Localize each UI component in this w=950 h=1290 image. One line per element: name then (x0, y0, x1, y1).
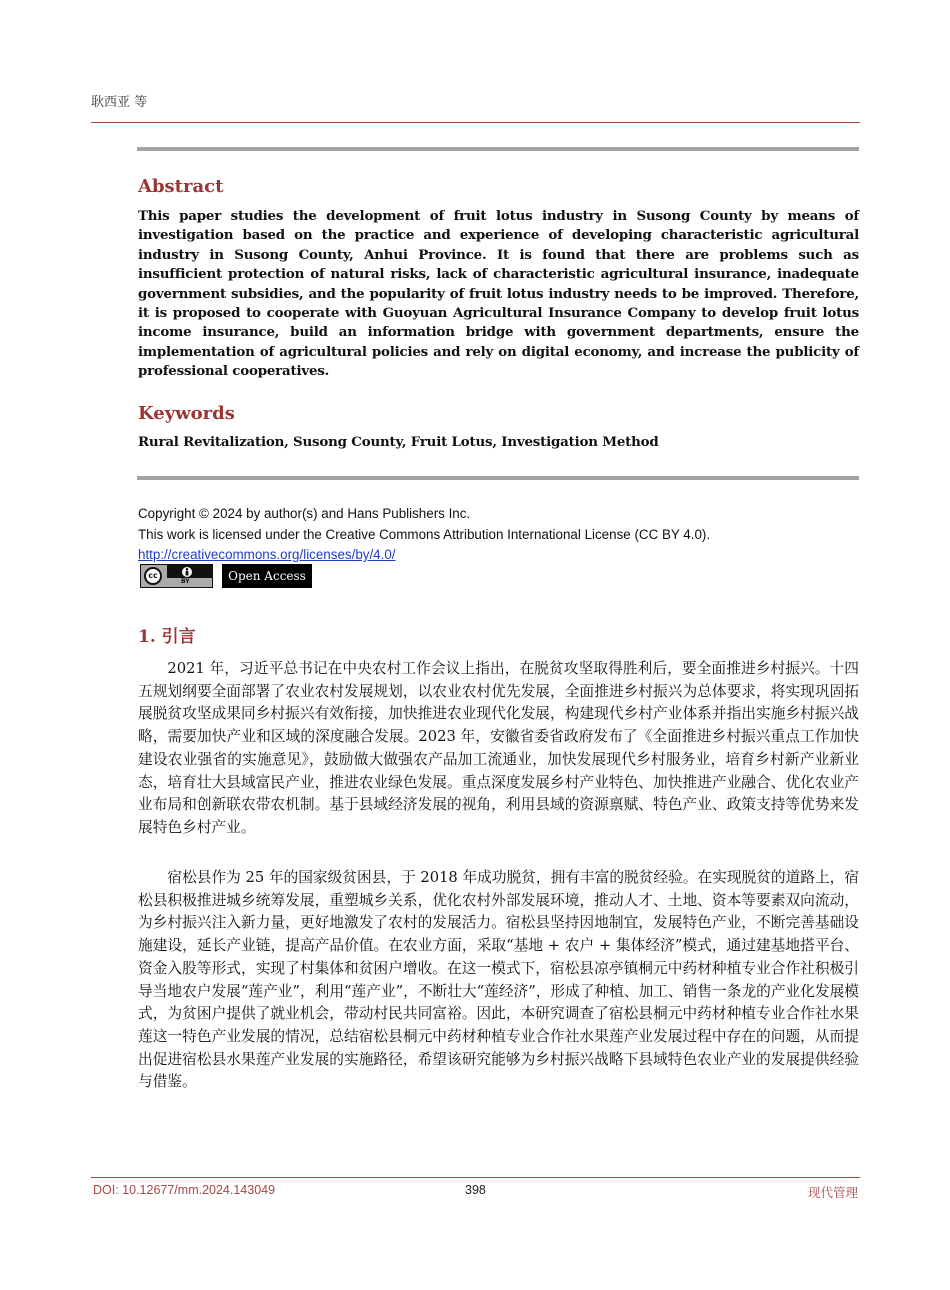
journal-name: 现代管理 (807, 1185, 858, 1200)
license-link[interactable]: http://creativecommons.org/licenses/by/4.0/ (138, 547, 396, 562)
running-header-authors: 耿西亚 等 (91, 95, 148, 110)
cc-icon: cc (144, 567, 162, 585)
abstract-box-top-rule (137, 147, 859, 151)
section-heading: 1. 引言 (138, 627, 196, 647)
cc-by-badge[interactable] (140, 564, 213, 588)
person-icon (182, 567, 192, 577)
copyright-line: Copyright © 2024 by author(s) and Hans Publishers Inc. (138, 506, 471, 521)
license-badges (140, 564, 312, 588)
abstract-title: Abstract (138, 176, 224, 197)
body-paragraph: 2021 年，习近平总书记在中央农村工作会议上指出，在脱贫攻坚取得胜利后，要全面推进乡村振兴。十四五规划纲要全面部署了农业农村发展规划，以农业农村优先发展，全面推进乡村振兴为总体要求，将实现巩固拓展脱贫攻坚成果同乡村振兴有效衔接，加快推进农业现代化发展，构建现代乡村产业体系并指出实施乡村振兴战略，需要加快产业和区域的深度融合发展。2023 年，安徽省委省政府发布了《全面推进乡村振兴重点工作加快建设农业强省的实施意见》，鼓励做大做强农产品加工流通业，加快发展现代乡村服务业，培育乡村新产业新业态，培育壮大县域富民产业，推进农业绿色发展。重点深度发展乡村产业特色、加快推进产业融合、优化农业产业布局和创新联农带农机制。基于县域经济发展的视角，利用县域的资源禀赋、特色产业、政策支持等优势来发展特色乡村产业。 (138, 660, 859, 836)
abstract-text: This paper studies the development of fruit lotus industry in Susong County by means of investigation based on the practice and experience of developing characteristic agricultural industry in Susong County, Anhui Province. It is found that there are problems such as insufficient protection of natural risks, lack of characteristic agricultural insurance, inadequate government subsidies, and the popularity of fruit lotus industry needs to be improved. Therefore, it is proposed to cooperate with Guoyuan Agricultural Insurance Company to develop fruit lotus income insurance, build an information bridge with government departments, ensure the implementation of agricultural policies and rely on digital economy, and increase the publicity of professional cooperatives. (138, 208, 859, 380)
by-label: BY (181, 578, 190, 585)
footer-doi: DOI: 10.12677/mm.2024.143049 (93, 1183, 276, 1197)
keywords-text: Rural Revitalization, Susong County, Fruit Lotus, Investigation Method (138, 434, 659, 450)
abstract-box-bottom-rule (137, 476, 859, 480)
attribution-person-icon (181, 566, 193, 578)
footer-divider (91, 1177, 860, 1178)
keywords-title: Keywords (138, 403, 235, 424)
body-paragraph: 宿松县作为 25 年的国家级贫困县，于 2018 年成功脱贫，拥有丰富的脱贫经验。在实现脱贫的道路上，宿松县积极推进城乡统筹发展，重塑城乡关系，优化农村外部发展环境，推动人才、土地、资本等要素双向流动，为乡村振兴注入新力量，更好地激发了农村的发展活力。宿松县坚持因地制宜，发展特色产业，不断完善基础设施建设，延长产业链，提高产品价值。在农业方面，采取“基地 + 农户 + 集体经济”模式，通过建基地搭平台、资金入股等形式，实现了村集体和贫困户增收。在这一模式下，宿松县凉亭镇桐元中药材种植专业合作社积极引导当地农户发展“莲产业”，利用“莲产业”，不断壮大“莲经济”，形成了种植、加工、销售一条龙的产业化发展模式，为贫困户提供了就业机会，带动村民共同富裕。因此，本研究调查了宿松县桐元中药材种植专业合作社水果莲这一特色产业发展的情况，总结宿松县桐元中药材种植专业合作社水果莲产业发展过程中存在的问题，从而提出促进宿松县水果莲产业发展的实施路径，希望该研究能够为乡村振兴战略下县域特色农业产业的发展提供经验与借鉴。 (138, 869, 860, 1091)
header-divider (91, 122, 860, 123)
page-number: 398 (465, 1183, 486, 1197)
open-access-badge[interactable]: Open Access (222, 564, 312, 588)
license-line: This work is licensed under the Creative Commons Attribution International License (CC BY 4.0). (138, 526, 711, 542)
copyright-block (138, 504, 859, 566)
